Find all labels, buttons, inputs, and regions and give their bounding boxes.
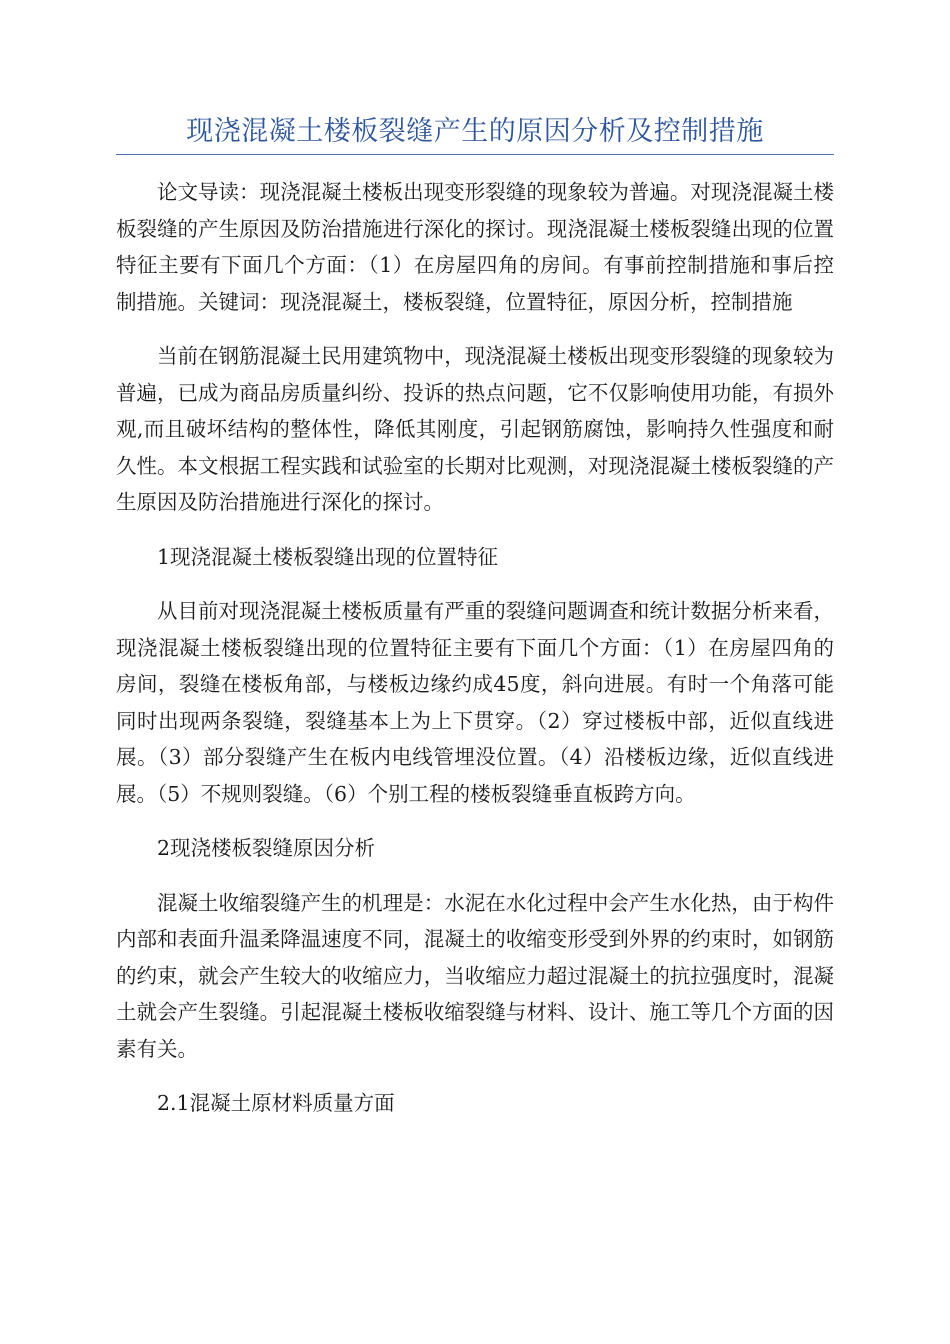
paragraph-section-2: 混凝土收缩裂缝产生的机理是：水泥在水化过程中会产生水化热，由于构件内部和表面升温柔降温速度不同，混凝土的收缩变形受到外界的约束时，如钢筋的约束，就会产生较大的收缩应力，当收缩应力超过混凝土的抗拉强度时，混凝土就会产生裂缝。引起混凝土楼板收缩裂缝与材料、设计、施工等几个方面的因素有关。 <box>116 890 834 1061</box>
section-heading-2-1: 2.1混凝土原材料质量方面 <box>157 1091 395 1115</box>
section-heading-2: 2现浇楼板裂缝原因分析 <box>157 836 376 860</box>
document-body <box>116 174 834 1140</box>
paragraph-abstract: 论文导读：现浇混凝土楼板出现变形裂缝的现象较为普遍。对现浇混凝土楼板裂缝的产生原因及防治措施进行深化的探讨。现浇混凝土楼板裂缝出现的位置特征主要有下面几个方面：（1）在房屋四角的房间。有事前控制措施和事后控制措施。关键词：现浇混凝土，楼板裂缝，位置特征，原因分析，控制措施 <box>116 180 834 314</box>
paragraph-section-1: 从目前对现浇混凝土楼板质量有严重的裂缝问题调查和统计数据分析来看，现浇混凝土楼板裂缝出现的位置特征主要有下面几个方面：（1）在房屋四角的房间，裂缝在楼板角部，与楼板边缘约成45度，斜向进展。有时一个角落可能同时出现两条裂缝，裂缝基本上为上下贯穿。（2）穿过楼板中部，近似直线进展。（3）部分裂缝产生在板内电线管埋没位置。（4）沿楼板边缘，近似直线进展。（5）不规则裂缝。（6）个别工程的楼板裂缝垂直板跨方向。 <box>116 599 834 806</box>
document-title: 现浇混凝土楼板裂缝产生的原因分析及控制措施 <box>186 116 764 147</box>
paragraph-introduction: 当前在钢筋混凝土民用建筑物中，现浇混凝土楼板出现变形裂缝的现象较为普遍，已成为商品房质量纠纷、投诉的热点问题，它不仅影响使用功能，有损外观,而且破坏结构的整体性，降低其刚度，引起钢筋腐蚀，影响持久性强度和耐久性。本文根据工程实践和试验室的长期对比观测，对现浇混凝土楼板裂缝的产生原因及防治措施进行深化的探讨。 <box>116 344 834 514</box>
section-heading-1: 1现浇混凝土楼板裂缝出现的位置特征 <box>157 544 499 569</box>
title-underline <box>116 154 834 155</box>
